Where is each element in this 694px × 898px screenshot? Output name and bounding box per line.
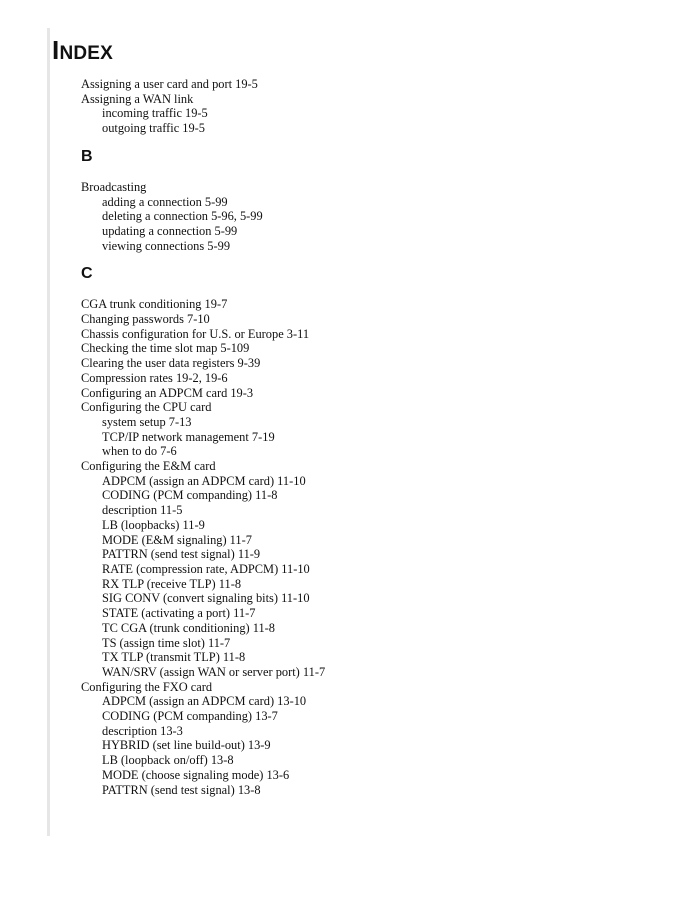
index-entry: Assigning a WAN link [81, 91, 194, 106]
index-entry: Changing passwords 7-10 [81, 312, 210, 327]
index-subentry: STATE (activating a port) 11-7 [102, 606, 256, 621]
index-subentry: viewing connections 5-99 [102, 238, 231, 253]
index-subentry: MODE (E&M signaling) 11-7 [102, 532, 252, 547]
index-entry: Assigning a user card and port 19-5 [81, 77, 258, 91]
index-entry: Configuring an ADPCM card 19-3 [81, 385, 254, 400]
index-subentry: RX TLP (receive TLP) 11-8 [102, 576, 242, 591]
section-letter: C [81, 265, 93, 283]
index-entry: Clearing the user data registers 9-39 [81, 356, 261, 371]
index-subentry: description 13-3 [102, 723, 183, 738]
section-letter: B [81, 147, 93, 165]
page-title [52, 36, 113, 68]
index-content [81, 77, 661, 797]
index-subentry: ADPCM (assign an ADPCM card) 13-10 [102, 694, 307, 709]
index-subentry: outgoing traffic 19-5 [102, 121, 206, 136]
index-subentry: MODE (choose signaling mode) 13-6 [102, 767, 290, 782]
index-subentry: TS (assign time slot) 11-7 [102, 635, 231, 650]
index-subentry: PATTRN (send test signal) 11-9 [102, 547, 261, 562]
index-subentry: CODING (PCM companding) 13-7 [102, 709, 278, 724]
index-entry: Chassis configuration for U.S. or Europe 3-11 [81, 326, 310, 341]
index-subentry: incoming traffic 19-5 [102, 106, 208, 121]
index-subentry: system setup 7-13 [102, 414, 192, 429]
index-subentry: deleting a connection 5-96, 5-99 [102, 209, 263, 224]
index-entry: Broadcasting [81, 179, 147, 194]
index-subentry: updating a connection 5-99 [102, 223, 238, 238]
index-subentry: HYBRID (set line build-out) 13-9 [102, 738, 271, 753]
title-initial: I [52, 35, 60, 65]
index-subentry: adding a connection 5-99 [102, 194, 228, 209]
index-subentry: SIG CONV (convert signaling bits) 11-10 [102, 591, 310, 606]
index-subentry: RATE (compression rate, ADPCM) 11-10 [102, 561, 310, 576]
index-entry: Configuring the CPU card [81, 400, 212, 415]
index-subentry: LB (loopback on/off) 13-8 [102, 753, 234, 768]
title-rest: NDEX [59, 43, 114, 64]
index-subentry: WAN/SRV (assign WAN or server port) 11-7 [102, 664, 326, 679]
index-subentry: LB (loopbacks) 11-9 [102, 517, 205, 532]
margin-rule [47, 28, 50, 836]
index-entry: Configuring the E&M card [81, 459, 216, 474]
index-subentry: TX TLP (transmit TLP) 11-8 [102, 650, 246, 665]
index-subentry: description 11-5 [102, 503, 183, 518]
index-subentry: PATTRN (send test signal) 13-8 [102, 782, 261, 797]
index-entry: Configuring the FXO card [81, 679, 213, 694]
index-subentry: TCP/IP network management 7-19 [102, 429, 275, 444]
index-subentry: TC CGA (trunk conditioning) 11-8 [102, 620, 275, 635]
index-subentry: CODING (PCM companding) 11-8 [102, 488, 278, 503]
index-subentry: when to do 7-6 [102, 444, 177, 459]
index-entry: Compression rates 19-2, 19-6 [81, 370, 228, 385]
index-entry: CGA trunk conditioning 19-7 [81, 297, 228, 312]
index-subentry: ADPCM (assign an ADPCM card) 11-10 [102, 473, 306, 488]
index-entry: Checking the time slot map 5-109 [81, 341, 250, 356]
